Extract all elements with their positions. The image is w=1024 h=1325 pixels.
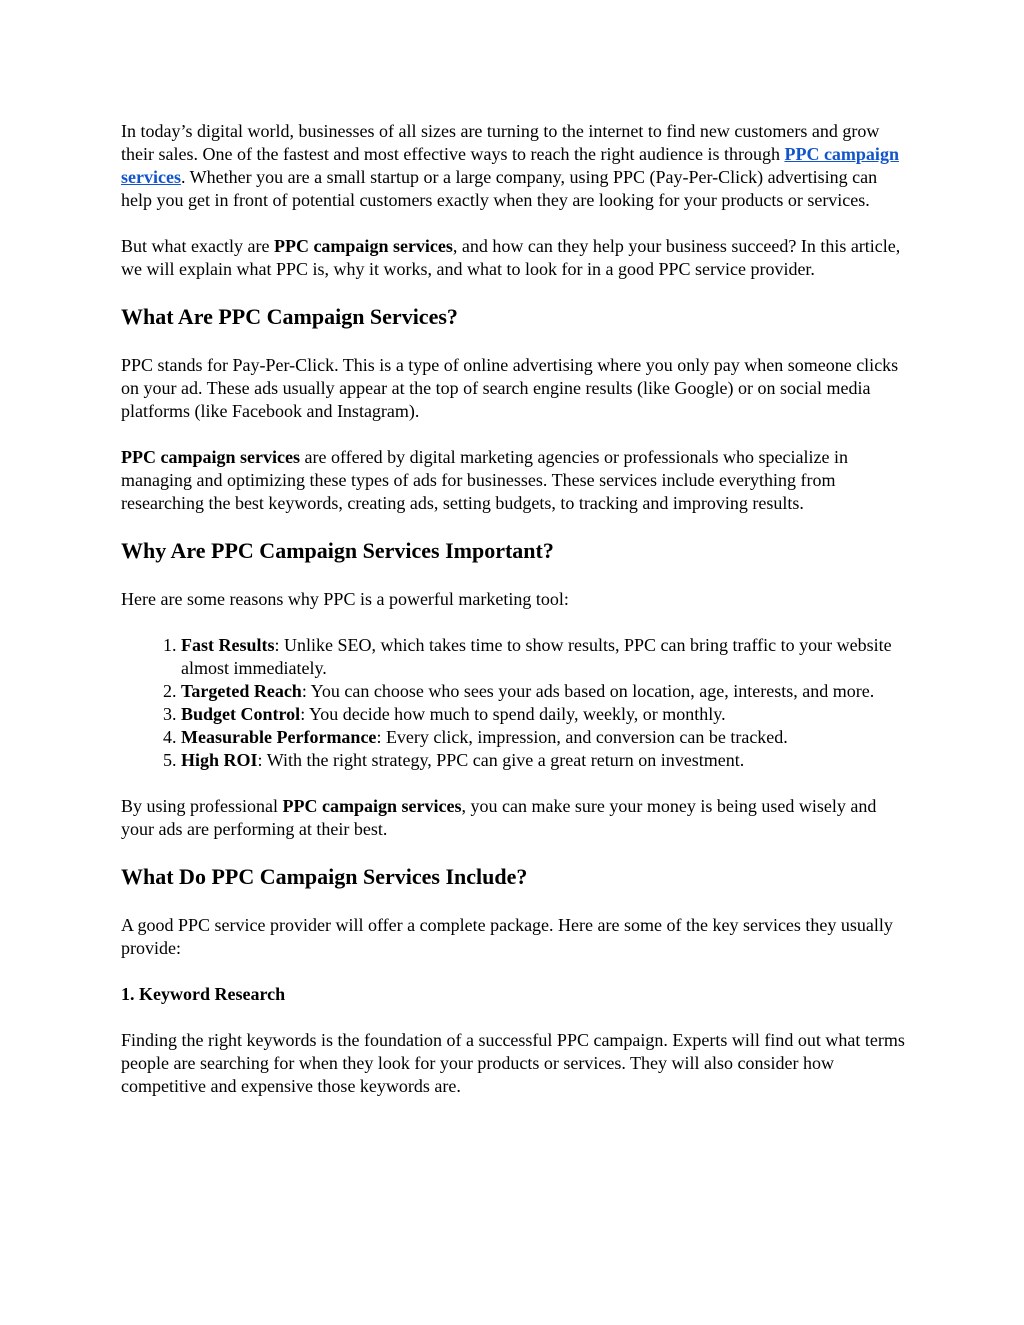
list-item-title: Fast Results (181, 635, 275, 655)
list-item-text: : Every click, impression, and conversion can be tracked. (376, 727, 788, 747)
list-item (181, 726, 911, 749)
bold-term: PPC campaign services (121, 447, 300, 467)
intro-text: But what exactly are (121, 236, 274, 256)
subheading-keyword-research: 1. Keyword Research (121, 984, 286, 1004)
bold-term: PPC campaign services (273, 236, 453, 256)
section-heading-why-important: Why Are PPC Campaign Services Important? (121, 538, 554, 563)
list-item-text: : With the right strategy, PPC can give a great return on investment. (257, 750, 745, 770)
intro-text: In today’s digital world, businesses of all sizes are turning to the internet to find new customers and grow their sales. One of the fastest and most effective ways to reach the right audience is through (121, 121, 880, 164)
paragraph-text-continued: , you can make sure your money is being used wisely and your ads are performing at their best. (121, 796, 877, 839)
section2-intro: Here are some reasons why PPC is a powerful marketing tool: (121, 589, 569, 609)
section1-paragraph-2 (121, 446, 911, 515)
keyword-research-paragraph: Finding the right keywords is the foundation of a successful PPC campaign. Experts will find out what terms people are searching for when they look for your products or services. They will also consider how competitive and expensive those keywords are. (121, 1030, 905, 1096)
section1-paragraph-1: PPC stands for Pay-Per-Click. This is a type of online advertising where you only pay when someone clicks on your ad. These ads usually appear at the top of search engine results (like Google) or on social media platforms (like Facebook and Instagram). (121, 355, 899, 421)
list-item (181, 634, 911, 680)
list-item-text: : Unlike SEO, which takes time to show results, PPC can bring traffic to your website almost immediately. (181, 635, 892, 678)
intro-text-continued: . Whether you are a small startup or a large company, using PPC (Pay-Per-Click) advertising can help you get in front of potential customers exactly when they are looking for your products or services. (121, 167, 878, 210)
list-item-title: Measurable Performance (181, 727, 377, 747)
paragraph-text: By using professional (121, 796, 283, 816)
intro-paragraph-1 (121, 120, 911, 212)
document-page (121, 120, 911, 1098)
list-item-title: High ROI (181, 750, 258, 770)
bold-term: PPC campaign services (282, 796, 462, 816)
section-heading-what-are: What Are PPC Campaign Services? (121, 304, 458, 329)
list-item (181, 749, 911, 772)
list-item-text: : You decide how much to spend daily, weekly, or monthly. (300, 704, 726, 724)
list-item-text: : You can choose who sees your ads based on location, age, interests, and more. (301, 681, 875, 701)
list-item (181, 703, 911, 726)
list-item-title: Targeted Reach (181, 681, 302, 701)
section3-intro: A good PPC service provider will offer a complete package. Here are some of the key services they usually provide: (121, 915, 893, 958)
ppc-campaign-services-link[interactable]: PPC campaign services (121, 144, 899, 187)
reasons-list (121, 634, 911, 772)
intro-text-continued: , and how can they help your business succeed? In this article, we will explain what PPC is, why it works, and what to look for in a good PPC service provider. (121, 236, 901, 279)
intro-paragraph-2 (121, 235, 911, 281)
list-item (181, 680, 911, 703)
section2-outro (121, 795, 911, 841)
list-item-title: Budget Control (181, 704, 301, 724)
paragraph-text: are offered by digital marketing agencies or professionals who specialize in managing and optimizing these types of ads for businesses. These services include everything from researching the best keywords, creating ads, setting budgets, to tracking and improving results. (121, 447, 848, 513)
section-heading-what-include: What Do PPC Campaign Services Include? (121, 864, 528, 889)
